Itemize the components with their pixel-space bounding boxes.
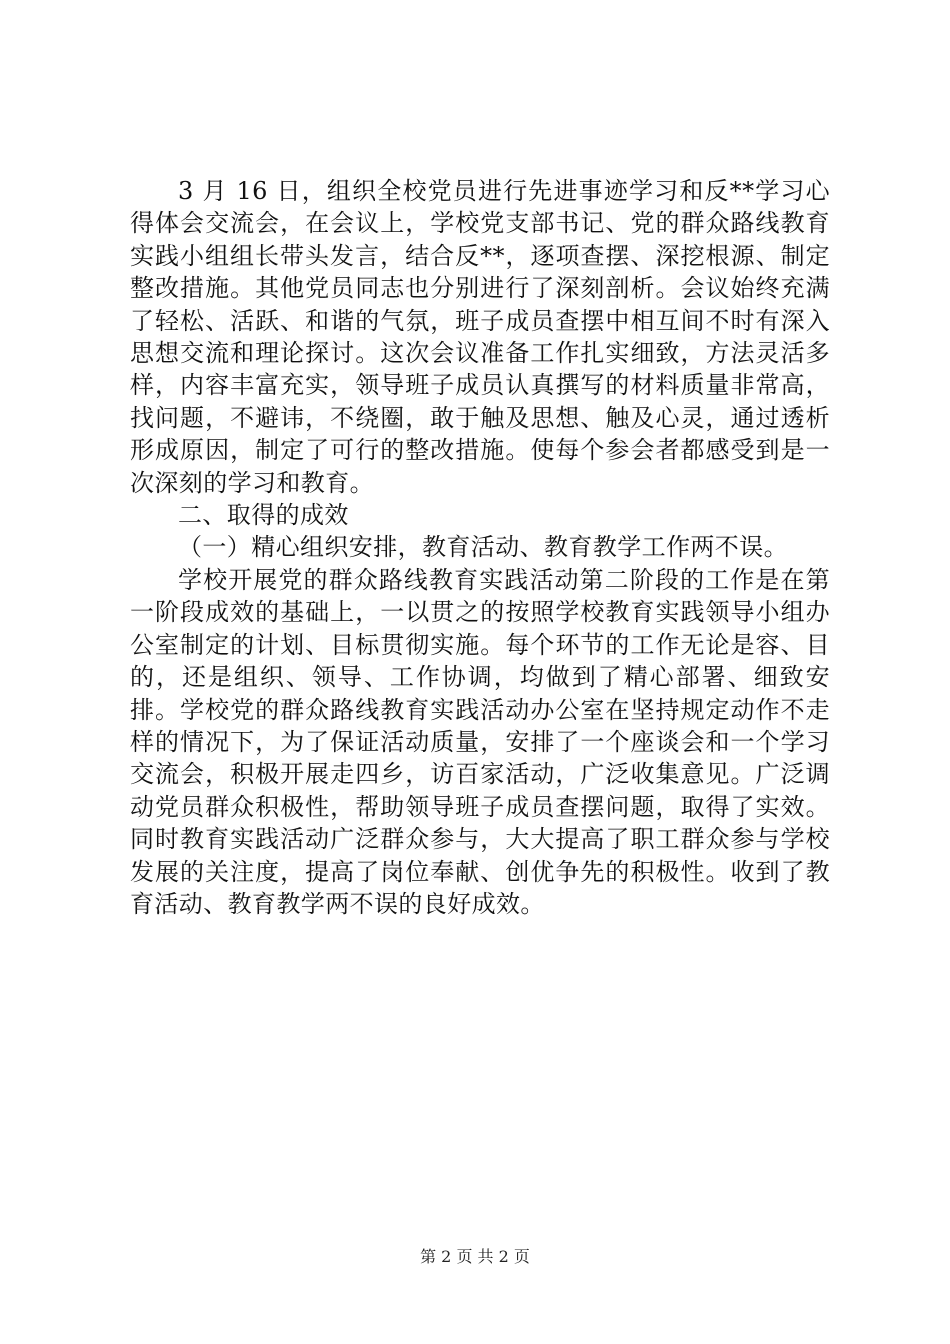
page-footer: 第 2 页 共 2 页 [420, 1247, 530, 1266]
document-body [130, 175, 830, 920]
body-paragraph: 学校开展党的群众路线教育实践活动第二阶段的工作是在第一阶段成效的基础上，一以贯之的按照学校教育实践领导小组办公室制定的计划、目标贯彻实施。每个环节的工作无论是容、目的，还是组织、领导、工作协调，均做到了精心部署、细致安排。学校党的群众路线教育实践活动办公室在坚持规定动作不走样的情况下，为了保证活动质量，安排了一个座谈会和一个学习交流会，积极开展走四乡，访百家活动，广泛收集意见。广泛调动党员群众积极性，帮助领导班子成员查摆问题，取得了实效。同时教育实践活动广泛群众参与，大大提高了职工群众参与学校发展的关注度，提高了岗位奉献、创优争先的积极性。收到了教育活动、教育教学两不误的良好成效。 [130, 565, 830, 918]
subsection-heading: （一）精心组织安排，教育活动、教育教学工作两不误。 [178, 533, 788, 562]
section-heading: 二、取得的成效 [178, 501, 349, 530]
body-paragraph: 3 月 16 日，组织全校党员进行先进事迹学习和反**学习心得体会交流会，在会议上，学校党支部书记、党的群众路线教育实践小组组长带头发言，结合反**，逐项查摆、深挖根源、制定整改措施。其他党员同志也分别进行了深刻剖析。会议始终充满了轻松、活跃、和谐的气氛，班子成员查摆中相互间不时有深入思想交流和理论探讨。这次会议准备工作扎实细致，方法灵活多样，内容丰富充实，领导班子成员认真撰写的材料质量非常高，找问题，不避讳，不绕圈，敢于触及思想、触及心灵，通过透析形成原因，制定了可行的整改措施。使每个参会者都感受到是一次深刻的学习和教育。 [130, 177, 830, 497]
